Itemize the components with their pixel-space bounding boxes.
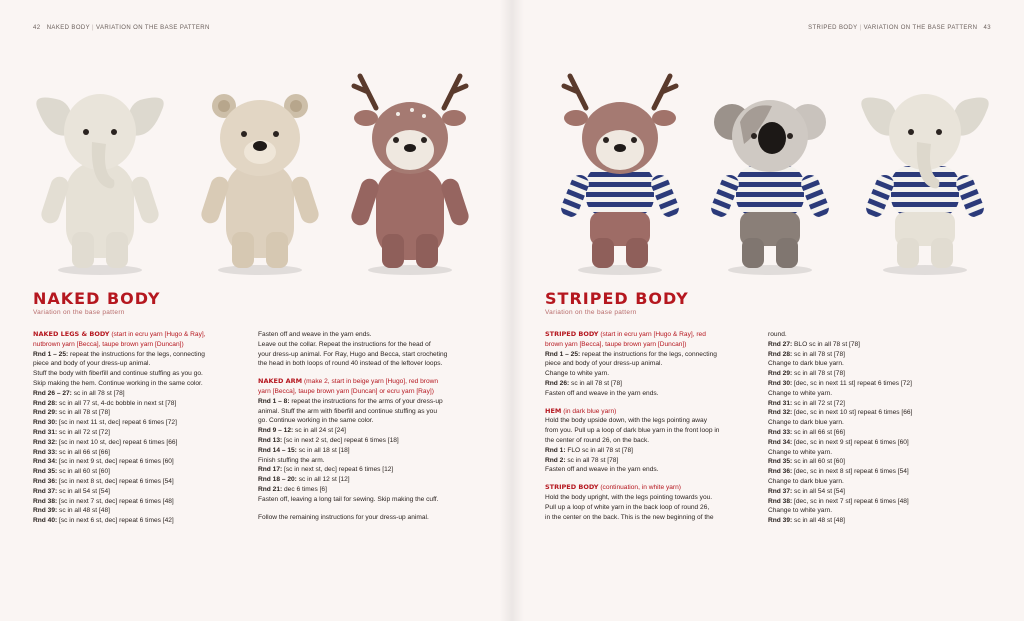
round-label: Rnd 26: (545, 379, 570, 387)
pattern-line (545, 465, 763, 475)
round-label: Rnd 30: (768, 379, 793, 387)
section-heading (33, 330, 253, 340)
round-text: [sc in next 10 st, dec] repeat 6 times [66] (57, 438, 178, 446)
pattern-line (768, 477, 993, 487)
section-heading-label: HEM (545, 406, 562, 415)
round-text: [dec, sc in next 8 st] repeat 6 times [54] (792, 468, 909, 476)
round-text: [sc in next 11 st, dec] repeat 6 times [72] (57, 419, 177, 427)
round-text: brown yarn [Becca], taupe brown yarn [Duncan]) (545, 340, 687, 348)
round-label: Rnd 39: (768, 517, 793, 525)
round-text: Pull up a loop of white yarn in the back loop of round 26, (545, 503, 710, 511)
round-label: Rnd 31: (33, 428, 58, 436)
round-text: Stuff the body with fiberfill and continue stuffing as you go. (33, 370, 203, 378)
pattern-line (33, 438, 253, 448)
round-text: repeat the instructions for the legs, connecting (68, 350, 205, 358)
pattern-line (768, 418, 993, 428)
round-text: FLO sc in all 78 st [78] (565, 446, 633, 454)
round-text: Follow the remaining instructions for your dress-up animal. (258, 513, 429, 521)
pattern-line (33, 399, 253, 409)
section-heading (258, 377, 493, 387)
paragraph-gap (258, 369, 493, 377)
striped-body-title: STRIPED BODY (545, 289, 689, 308)
pattern-line (768, 389, 993, 399)
round-text: sc in all 18 st [18] (296, 446, 350, 454)
pattern-line (33, 457, 253, 467)
round-text: sc in all 66 st [66] (792, 428, 845, 436)
round-text: [sc in next st, dec] repeat 6 times [12] (282, 466, 394, 474)
round-text: sc in all 77 st, 4-dc bobble in next st [78] (57, 399, 177, 407)
round-text: round. (768, 331, 787, 338)
round-text: BLO sc in all 78 st [78] (792, 340, 860, 348)
section-heading-note: (start in ecru yarn [Hugo & Ray], (109, 331, 206, 338)
pattern-line (258, 485, 493, 495)
round-text: Change to white yarn. (768, 448, 833, 456)
round-label: Rnd 29: (33, 409, 58, 417)
bear-toy (199, 94, 321, 268)
round-label: Rnd 1: (545, 446, 566, 454)
section-heading-label: NAKED LEGS & BODY (33, 330, 110, 338)
round-text: Fasten off and weave in the yarn ends. (258, 331, 372, 338)
pattern-line (768, 330, 993, 340)
pattern-line (33, 379, 253, 389)
elephant-toy (36, 94, 163, 268)
section-heading-note: (start in ecru yarn [Hugo & Ray], red (598, 331, 706, 338)
pattern-line (33, 487, 253, 497)
paragraph-gap (258, 505, 493, 513)
pattern-line (768, 438, 993, 448)
pattern-line (33, 350, 253, 360)
pattern-line (545, 493, 763, 503)
pattern-line (258, 495, 493, 505)
round-text: Change to dark blue yarn. (768, 360, 844, 368)
round-label: Rnd 32: (768, 409, 793, 417)
round-label: Rnd 38: (768, 497, 793, 505)
round-text: Fasten off and weave in the yarn ends. (545, 466, 659, 474)
pattern-line (258, 436, 493, 446)
round-text: in the center on the back. This is the new beginning of the (545, 513, 714, 521)
round-text: Hold the body upside down, with the legs pointing away (545, 417, 708, 425)
round-label: Rnd 38: (33, 497, 58, 505)
naked-body-title: NAKED BODY (33, 289, 161, 308)
round-text: sc in all 48 st [48] (57, 507, 110, 515)
round-label: Rnd 26 – 27: (33, 389, 72, 397)
round-text: sc in all 60 st [60] (57, 468, 110, 476)
round-text: [dec, sc in next 11 st] repeat 6 times [72] (792, 379, 912, 387)
pattern-line (545, 350, 763, 360)
round-label: Rnd 1 – 8: (258, 397, 290, 405)
round-text: [sc in next 9 st, dec] repeat 6 times [60] (57, 458, 174, 466)
round-text: Fasten off and weave in the yarn ends. (545, 389, 659, 397)
pattern-line (258, 465, 493, 475)
round-text: the center of round 26, on the back. (545, 436, 650, 444)
round-text: animal. Stuff the arm with fiberfill and continue stuffing as you (258, 407, 437, 415)
pattern-line (258, 340, 493, 350)
left-running-head-label: NAKED BODY (46, 25, 90, 31)
pattern-line (33, 477, 253, 487)
pattern-line (545, 446, 763, 456)
pattern-line (768, 467, 993, 477)
right-running-head-label: STRIPED BODY (808, 25, 858, 31)
round-label: Rnd 14 – 15: (258, 446, 297, 454)
round-text: Change to white yarn. (545, 370, 610, 378)
section-heading (545, 483, 763, 493)
pattern-line (768, 497, 993, 507)
round-text: sc in all 78 st [78] (569, 379, 622, 387)
round-text: dec 6 times [6] (282, 485, 327, 493)
pattern-line (258, 446, 493, 456)
paragraph-gap (545, 399, 763, 407)
section-heading (545, 330, 763, 340)
round-text: sc in all 78 st [78] (792, 350, 845, 358)
round-text: sc in all 78 st [78] (565, 456, 619, 464)
section-heading-note: (in dark blue yarn) (561, 407, 617, 415)
pattern-line (768, 448, 993, 458)
round-text: Change to white yarn. (768, 389, 833, 397)
round-text: [sc in next 2 st, dec] repeat 6 times [18] (282, 436, 399, 444)
round-label: Rnd 1 – 25: (33, 350, 69, 358)
naked-body-toys-photo (20, 62, 490, 282)
pattern-line (33, 369, 253, 379)
pattern-line (33, 448, 253, 458)
round-label: Rnd 28: (33, 399, 58, 407)
round-text: Fasten off, leaving a long tail for sewing. Skip making the cuff. (258, 495, 439, 503)
pattern-line (33, 418, 253, 428)
round-label: Rnd 36: (33, 477, 58, 485)
round-label: Rnd 33: (768, 428, 793, 436)
pattern-line (768, 340, 993, 350)
round-label: Rnd 21: (258, 485, 283, 493)
round-text: from you. Pull up a loop of dark blue yarn in the front loop in (545, 427, 720, 435)
round-text: Hold the body upright, with the legs pointing towards you. (545, 493, 713, 501)
left-column-1 (33, 330, 253, 526)
round-label: Rnd 39: (33, 507, 58, 515)
pattern-line (545, 436, 763, 446)
pattern-line (33, 389, 253, 399)
section-heading-label: STRIPED BODY (545, 330, 599, 338)
pattern-line (768, 457, 993, 467)
round-text: your dress-up animal. For Ray, Hugo and Becca, start crocheting (258, 350, 448, 358)
round-text: Leave out the collar. Repeat the instructions for the head of (258, 340, 431, 348)
round-text: Skip making the hem. Continue working in the same color. (33, 379, 203, 387)
round-text: sc in all 78 st [78] (71, 389, 125, 397)
pattern-line (258, 513, 493, 523)
round-text: sc in all 78 st [78] (57, 409, 110, 417)
section-heading-note: (continuation, in white yarn) (598, 484, 681, 492)
pattern-line (768, 359, 993, 369)
pattern-line (768, 369, 993, 379)
striped-body-toys-photo (540, 62, 1010, 282)
pattern-line (33, 428, 253, 438)
round-text: sc in all 66 st [66] (57, 448, 110, 456)
round-text: nutbrown yarn [Becca], taupe brown yarn [Duncan]) (33, 340, 184, 348)
pattern-line (258, 359, 493, 369)
round-text: sc in all 48 st [48] (792, 517, 845, 525)
paragraph-gap (545, 475, 763, 483)
round-text: repeat the instructions for the legs, connecting (580, 350, 717, 358)
section-heading (545, 407, 763, 417)
pattern-line (768, 428, 993, 438)
striped-koala-toy (708, 100, 831, 268)
round-label: Rnd 2: (545, 456, 566, 464)
section-heading-note: (make 2, start in beige yarn [Hugo], red brown (302, 378, 439, 386)
pattern-line (768, 487, 993, 497)
pattern-line (768, 516, 993, 526)
striped-body-subtitle: Variation on the base pattern (545, 309, 637, 316)
round-text: the head in both loops of round 40 instead of the leftover loops. (258, 360, 443, 368)
section-heading-label: STRIPED BODY (545, 483, 599, 492)
naked-body-subtitle: Variation on the base pattern (33, 309, 125, 316)
pattern-line (545, 369, 763, 379)
pattern-line (545, 503, 763, 513)
pattern-line (258, 397, 493, 407)
round-text: [dec, sc in next 10 st] repeat 6 times [66] (792, 409, 913, 417)
round-label: Rnd 18 – 20: (258, 476, 297, 484)
right-page-number: 43 (983, 25, 991, 31)
round-label: Rnd 28: (768, 350, 793, 358)
round-label: Rnd 33: (33, 448, 58, 456)
right-column-1 (545, 330, 763, 522)
round-text: Finish stuffing the arm. (258, 456, 325, 464)
pattern-line (33, 497, 253, 507)
round-label: Rnd 35: (33, 468, 58, 476)
round-label: Rnd 37: (768, 487, 793, 495)
left-running-head: 42 NAKED BODY | VARIATION ON THE BASE PATTERN (33, 25, 210, 31)
round-label: Rnd 35: (768, 458, 793, 466)
round-text: [sc in next 8 st, dec] repeat 6 times [54] (57, 477, 174, 485)
round-text: sc in all 24 st [24] (293, 427, 346, 435)
round-label: Rnd 37: (33, 487, 58, 495)
pattern-line (258, 416, 493, 426)
round-label: Rnd 34: (33, 458, 58, 466)
round-text: [sc in next 6 st, dec] repeat 6 times [42] (57, 517, 174, 525)
pattern-line (258, 350, 493, 360)
pattern-line (33, 359, 253, 369)
round-label: Rnd 9 – 12: (258, 427, 294, 435)
round-text: repeat the instructions for the arms of your dress-up (289, 397, 443, 405)
left-page-number: 42 (33, 25, 41, 31)
round-text: Change to dark blue yarn. (768, 477, 844, 485)
pattern-line (768, 350, 993, 360)
round-text: [sc in next 7 st, dec] repeat 6 times [48] (57, 497, 174, 505)
right-running-head-sub: VARIATION ON THE BASE PATTERN (863, 25, 978, 31)
round-label: Rnd 1 – 25: (545, 350, 581, 358)
pattern-line (258, 426, 493, 436)
pattern-line (545, 456, 763, 466)
pattern-line (33, 516, 253, 526)
pattern-line (768, 408, 993, 418)
pattern-line (545, 389, 763, 399)
pattern-line (258, 330, 493, 340)
pattern-line (545, 416, 763, 426)
round-text: piece and body of your dress-up animal. (545, 360, 663, 368)
book-gutter (500, 0, 524, 621)
right-column-2 (768, 330, 993, 526)
round-text: sc in all 72 st [72] (57, 428, 110, 436)
striped-deer-toy (558, 76, 681, 268)
pattern-line (545, 379, 763, 389)
pattern-line (768, 399, 993, 409)
round-label: Rnd 13: (258, 436, 283, 444)
pattern-line (33, 408, 253, 418)
striped-elephant-toy (861, 94, 988, 268)
pattern-line (258, 475, 493, 485)
round-label: Rnd 32: (33, 438, 58, 446)
round-text: piece and body of your dress-up animal. (33, 360, 151, 368)
round-text: Change to dark blue yarn. (768, 419, 844, 427)
round-text: go. Continue working in the same color. (258, 417, 374, 425)
round-label: Rnd 31: (768, 399, 793, 407)
section-heading-label: NAKED ARM (258, 377, 303, 386)
round-label: Rnd 27: (768, 340, 793, 348)
pattern-line (545, 359, 763, 369)
round-text: sc in all 12 st [12] (296, 476, 350, 484)
round-text: Change to white yarn. (768, 507, 833, 515)
pattern-line (258, 456, 493, 466)
round-text: [dec, sc in next 7 st] repeat 6 times [48] (792, 497, 909, 505)
pattern-line (258, 387, 493, 397)
pattern-line (768, 506, 993, 516)
round-label: Rnd 40: (33, 517, 58, 525)
round-text: sc in all 54 st [54] (57, 487, 110, 495)
round-text: sc in all 78 st [78] (792, 370, 845, 378)
pattern-line (545, 340, 763, 350)
round-label: Rnd 34: (768, 438, 793, 446)
round-label: Rnd 36: (768, 468, 793, 476)
right-running-head: STRIPED BODY | VARIATION ON THE BASE PATTERN 43 (808, 25, 991, 31)
round-text: sc in all 60 st [60] (792, 458, 845, 466)
pattern-line (258, 407, 493, 417)
round-label: Rnd 30: (33, 419, 58, 427)
round-text: yarn [Becca], taupe brown yarn [Duncan] or ecru yarn [Ray]) (258, 387, 434, 395)
pattern-line (33, 467, 253, 477)
round-text: sc in all 54 st [54] (792, 487, 845, 495)
pattern-line (768, 379, 993, 389)
pattern-line (545, 426, 763, 436)
pattern-line (545, 513, 763, 523)
round-text: [dec, sc in next 9 st] repeat 6 times [60] (792, 438, 909, 446)
round-label: Rnd 29: (768, 370, 793, 378)
left-running-head-sub: VARIATION ON THE BASE PATTERN (96, 25, 210, 31)
pattern-line (33, 506, 253, 516)
pattern-line (33, 340, 253, 350)
deer-toy (349, 76, 471, 268)
round-label: Rnd 17: (258, 466, 283, 474)
left-column-2 (258, 330, 493, 522)
round-text: sc in all 72 st [72] (792, 399, 845, 407)
